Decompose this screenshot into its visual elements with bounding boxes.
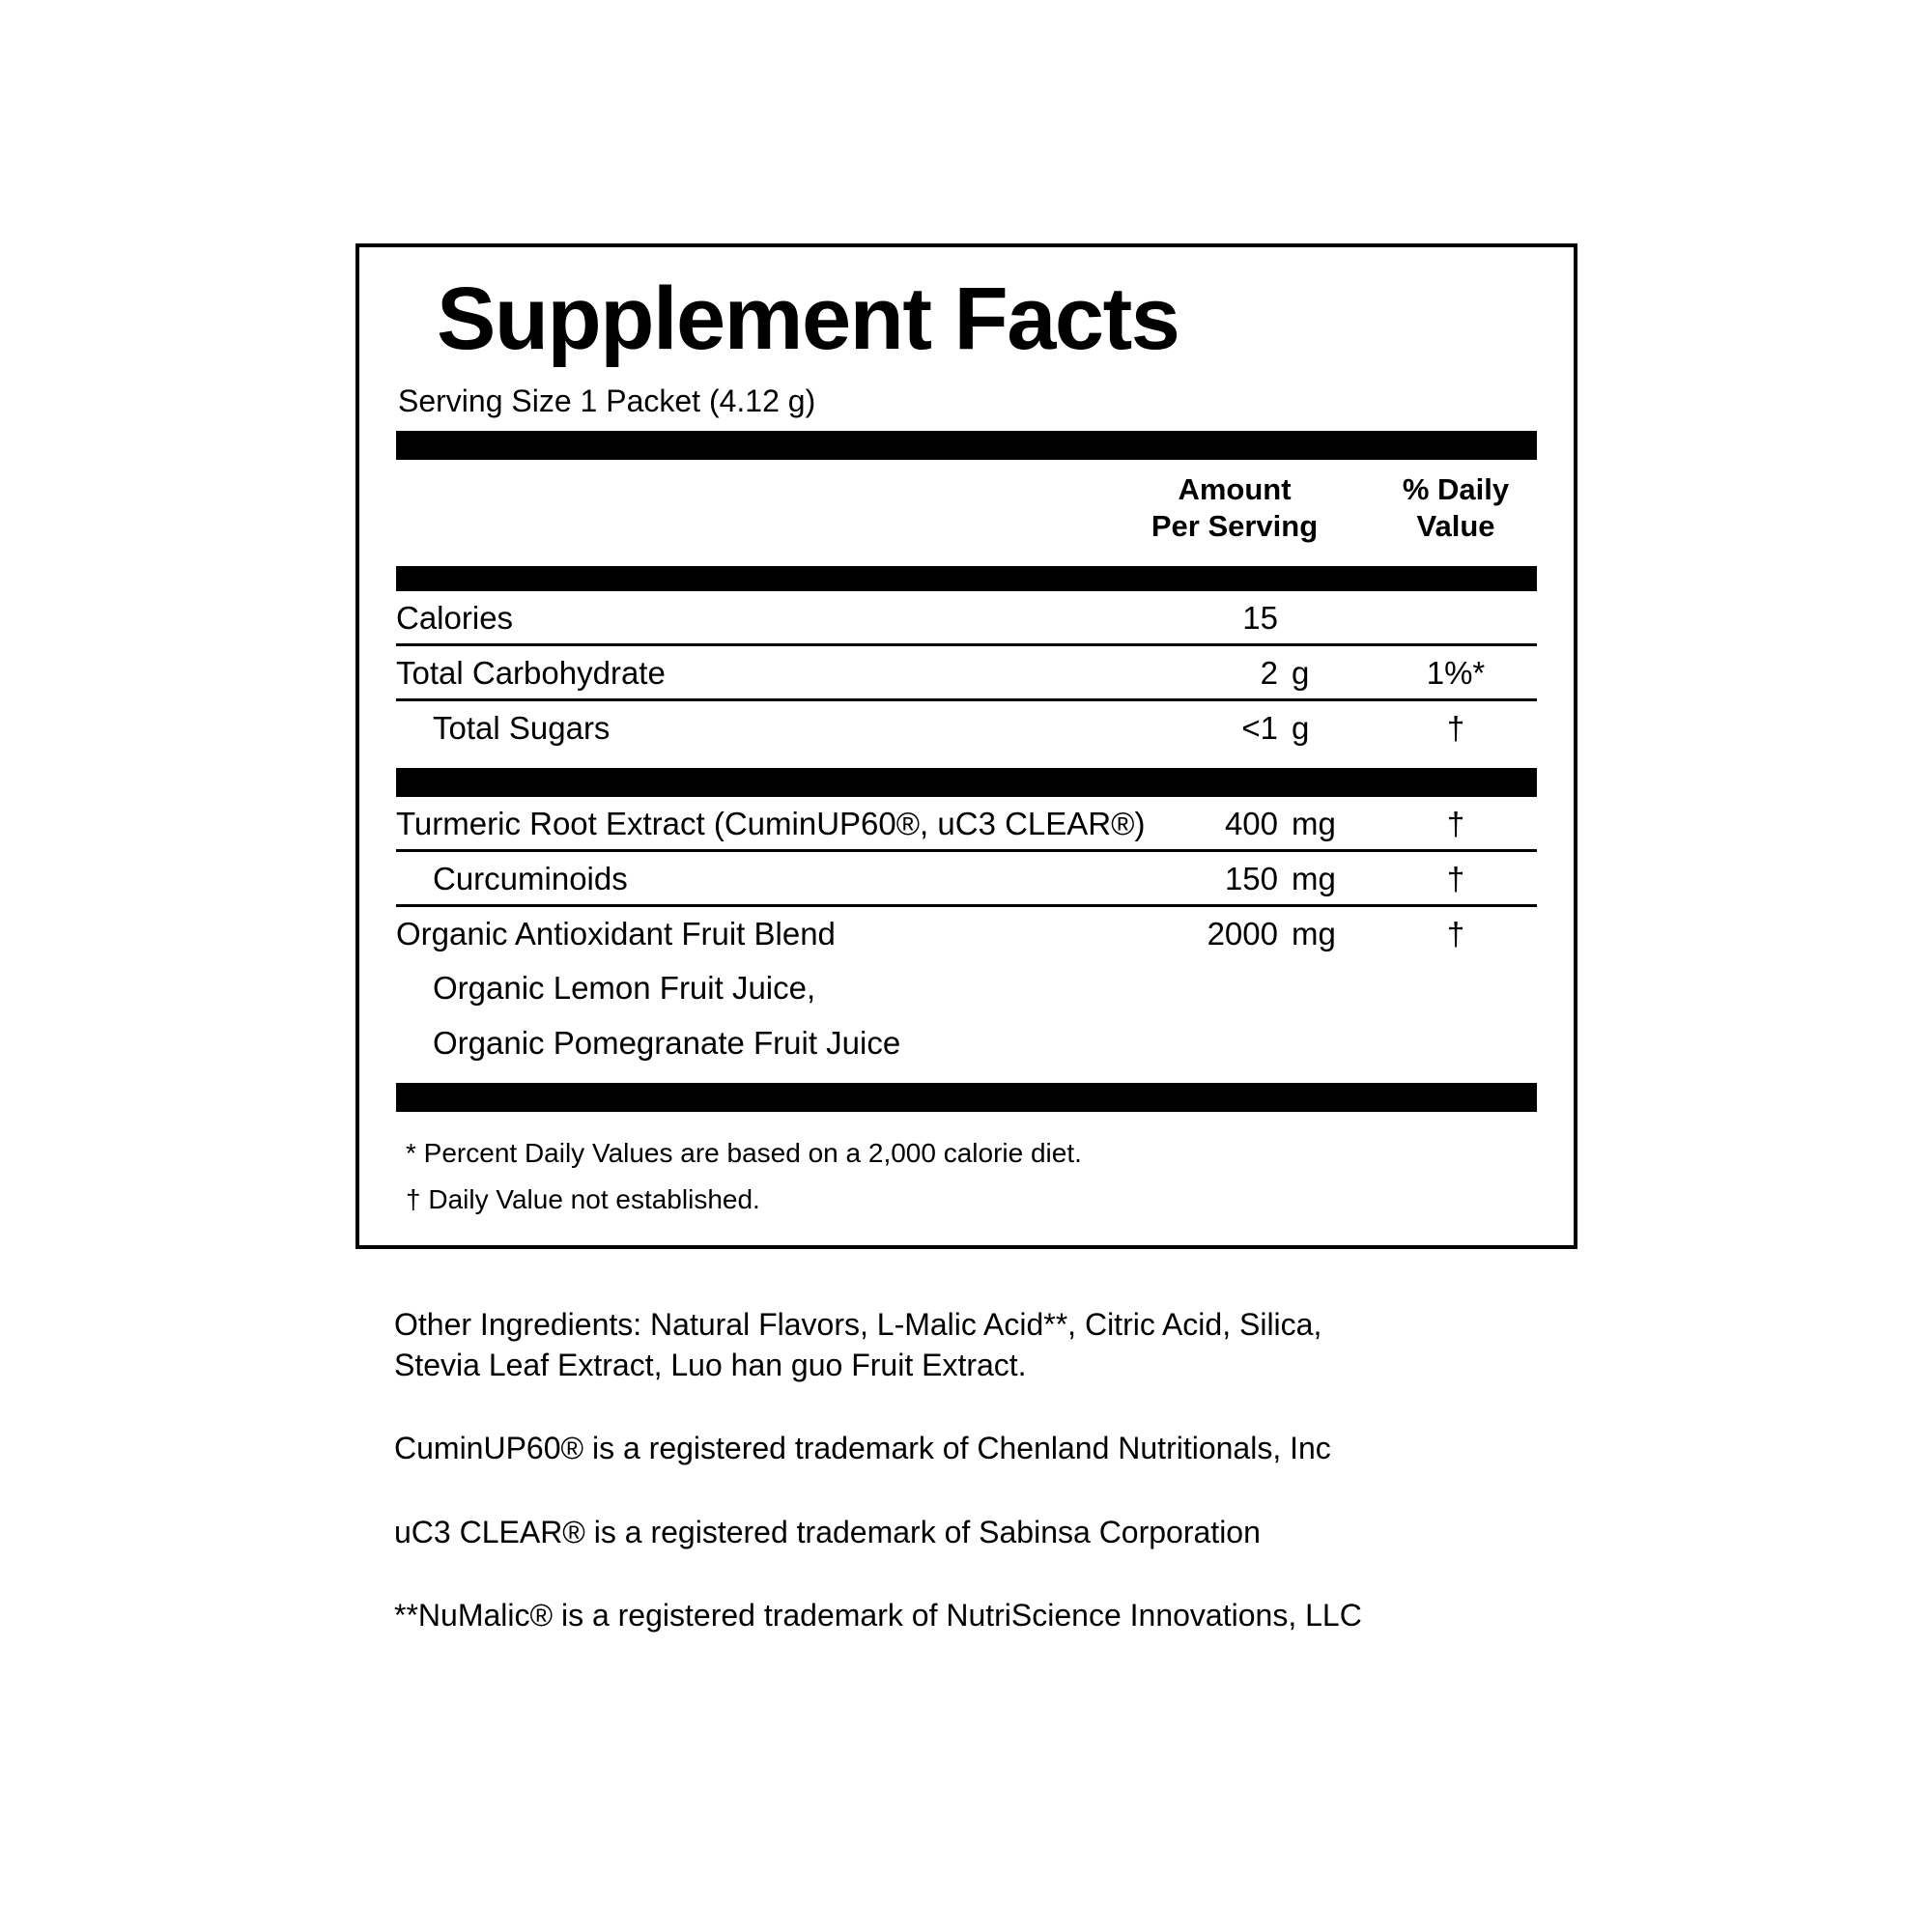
nutrient-daily-value: †: [1446, 709, 1465, 746]
label-notes: [394, 1304, 1669, 1678]
table-row: [396, 852, 1537, 907]
divider-bar-headers: [396, 566, 1537, 591]
amount-per-serving-header: [1094, 471, 1375, 545]
ingredient-unit: mg: [1292, 805, 1336, 841]
dv-header-line1: % Daily: [1402, 472, 1510, 507]
trademark-note-cuminup60: CuminUP60® is a registered trademark of Chenland Nutritionals, Inc: [394, 1431, 1331, 1466]
nutrient-amount: 15: [1242, 599, 1278, 636]
divider-bar-bottom: [396, 1083, 1537, 1112]
nutrient-amount: <1: [1241, 709, 1278, 746]
ingredient-amount: 400: [1224, 805, 1278, 841]
other-ingredients-line2: Stevia Leaf Extract, Luo han guo Fruit Extract.: [394, 1348, 1027, 1383]
ingredient-amount: 2000: [1207, 915, 1278, 952]
trademark-note-uc3clear: uC3 CLEAR® is a registered trademark of Sabinsa Corporation: [394, 1514, 1261, 1549]
serving-size-text: Serving Size 1 Packet (4.12 g): [398, 383, 816, 418]
supplement-facts-panel: [355, 243, 1577, 1249]
ingredient-daily-value: †: [1446, 860, 1465, 896]
nutrient-daily-value: 1%*: [1426, 654, 1486, 691]
amount-header-line2: Per Serving: [1151, 509, 1319, 544]
daily-value-header: [1375, 471, 1537, 545]
footnote-dagger: † Daily Value not established.: [406, 1183, 760, 1214]
divider-bar-middle: [396, 768, 1537, 797]
nutrient-unit: g: [1292, 709, 1310, 746]
ingredient-label: Organic Antioxidant Fruit Blend: [396, 915, 836, 952]
footnotes: [396, 1112, 1537, 1219]
blend-subline: Organic Pomegranate Fruit Juice: [433, 1025, 901, 1062]
nutrient-label: Total Sugars: [433, 709, 611, 746]
divider-bar-top: [396, 431, 1537, 460]
table-row: [396, 646, 1537, 701]
nutrient-label: Total Carbohydrate: [396, 654, 666, 691]
other-ingredients-line1: Other Ingredients: Natural Flavors, L-Malic Acid**, Citric Acid, Silica,: [394, 1307, 1322, 1342]
column-headers: [396, 460, 1537, 554]
table-row: [396, 907, 1537, 962]
blend-subline: Organic Lemon Fruit Juice,: [433, 970, 816, 1007]
other-ingredients: [394, 1304, 1669, 1385]
ingredient-unit: mg: [1292, 915, 1336, 952]
panel-title: Supplement Facts: [437, 270, 1179, 368]
amount-header-line1: Amount: [1178, 472, 1292, 507]
nutrient-label: Calories: [396, 599, 514, 636]
table-row: [396, 701, 1537, 756]
ingredient-label: Turmeric Root Extract (CuminUP60®, uC3 CLEAR®): [396, 805, 1146, 841]
ingredient-label: Curcuminoids: [433, 860, 628, 896]
ingredient-daily-value: †: [1446, 915, 1465, 952]
ingredient-unit: mg: [1292, 860, 1336, 896]
trademark-note-numalic: **NuMalic® is a registered trademark of NutriScience Innovations, LLC: [394, 1597, 1362, 1633]
nutrient-unit: g: [1292, 654, 1310, 691]
table-row: [396, 591, 1537, 646]
table-row: [396, 797, 1537, 852]
footnote-daily-value-basis: * Percent Daily Values are based on a 2,000 calorie diet.: [406, 1138, 1082, 1169]
dv-header-line2: Value: [1416, 509, 1495, 544]
ingredient-amount: 150: [1224, 860, 1278, 896]
ingredient-daily-value: †: [1446, 805, 1465, 841]
nutrient-amount: 2: [1260, 654, 1278, 691]
